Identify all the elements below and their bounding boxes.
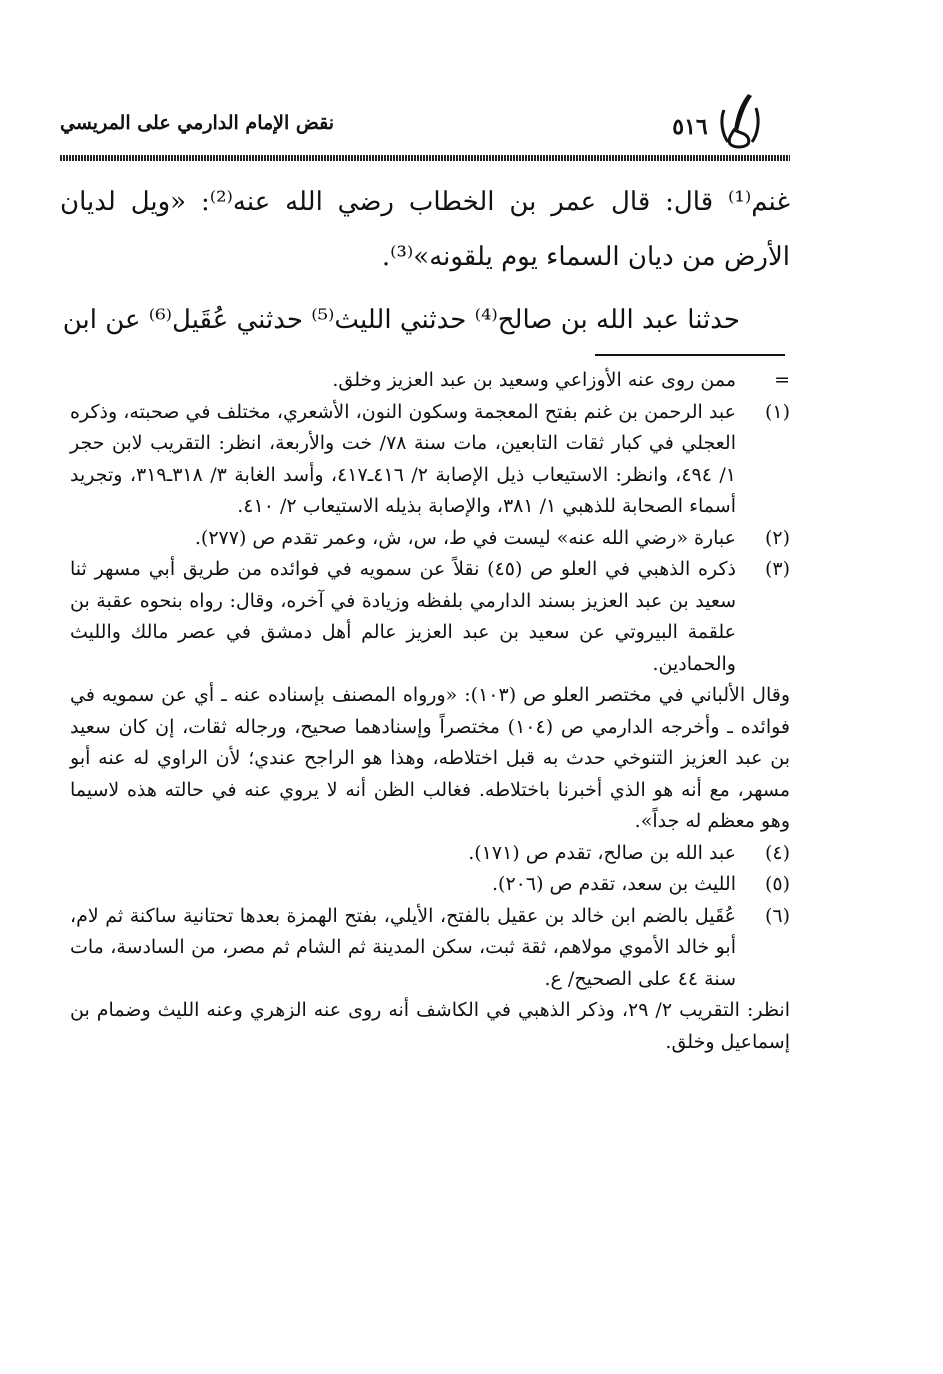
- footnote-text: عبد الرحمن بن غنم بفتح المعجمة وسكون النون، الأشعري، مختلف في صحبته، وذكره العجلي في كبار ثقات التابعين، مات سنة ٧٨/ خت والأربعة، انظر: التقريب لابن حجر ١/ ٤٩٤، وانظر: الاستيعاب ذيل الإصابة ٢/ ٤١٦ـ٤١٧، وأسد الغابة ٣/ ٣١٨ـ٣١٩، وتجريد أسماء الصحابة للذهبي ١/ ٣٨١، والإصابة بذيله الاستيعاب ٢/ ٤١٠.: [70, 400, 736, 517]
- footnote-separator: [595, 354, 785, 356]
- header-rule: [60, 155, 790, 161]
- footnote: [70, 838, 790, 870]
- footnote-text-extra: وقال الألباني في مختصر العلو ص (١٠٣): «ورواه المصنف بإسناده عنه ـ أي عن سمويه في فوائده ـ وأخرجه الدارمي ص (١٠٤) مختصراً وإسنادهما صحيح، ورجاله ثقات، إن كان سعيد بن عبد العزيز التنوخي حدث به قبل اختلاطه، وهذا هو الراجح عندي؛ لأن الراوي له عنه أبو مسهر، مع أنه هو الذي أخبرنا باختلاطه. فغالب الظن أنه لا يروي عنه في حالته هذه لاسيما وهو معظم له جداً».: [70, 684, 791, 832]
- footnote: [70, 523, 790, 555]
- main-text: [60, 175, 790, 348]
- book-title: نقض الإمام الدارمي على المريسي: [60, 112, 335, 134]
- footnote: [70, 554, 790, 680]
- footnote-text: ذكره الذهبي في العلو ص (٤٥) نقلاً عن سمويه في فوائده من طريق أبي مسهر ثنا سعيد بن عبد العزيز بسند الدارمي بلفظه وزيادة في آخره، وقال: رواه بنحوه عقبة بن علقمة البيروتي عن سعيد بن عبد العزيز عالم أهل دمشق في عصر مالك والليث والحمادين.: [70, 558, 736, 675]
- footnote: [70, 869, 790, 901]
- footnote-number: (٤): [764, 841, 790, 864]
- footnote-number: (١): [764, 400, 790, 423]
- footnote-number: (٥): [764, 873, 790, 895]
- footnote: [70, 901, 790, 996]
- main-paragraph: حدثنا عبد الله بن صالح⁽⁴⁾ حدثني الليث⁽⁵⁾ حدثني عُقَيل⁽⁶⁾ عن ابن: [62, 305, 740, 335]
- footnote-number: (٣): [764, 558, 790, 580]
- continuation-marker: =: [774, 369, 790, 391]
- footnote: [70, 397, 790, 523]
- main-paragraph: غنم⁽¹⁾ قال: قال عمر بن الخطاب رضي الله عنه⁽²⁾: «ويل لديان الأرض من ديان السماء يوم يلقونه»⁽³⁾.: [60, 187, 790, 272]
- footnote-number: (٦): [764, 904, 790, 927]
- footnote-text: الليث بن سعد، تقدم ص (٢٠٦).: [492, 873, 736, 895]
- footnotes: [70, 365, 790, 1058]
- footnote-continuation: [70, 365, 790, 397]
- footnote-text: عُقَيل بالضم ابن خالد بن عقيل بالفتح، الأيلي، بفتح الهمزة بعدها تحتانية ساكنة ثم لام، أبو خالد الأموي مولاهم، ثقة ثبت، سكن المدينة ثم الشام ثم مصر، من السادسة، مات سنة ٤٤ على الصحيح/ ع.: [70, 904, 736, 990]
- footnote-text: عبد الله بن صالح، تقدم ص (١٧١).: [468, 841, 736, 864]
- footnote-text: عبارة «رضي الله عنه» ليست في ط، س، ش، وعمر تقدم ص (٢٧٧).: [194, 526, 736, 549]
- page-header: [60, 100, 790, 160]
- page-number: ٥١٦: [672, 114, 708, 140]
- continuation-text: ممن روى عنه الأوزاعي وسعيد بن عبد العزيز وخلق.: [332, 369, 736, 391]
- quill-inkwell-icon: [710, 90, 770, 152]
- footnote-text-extra: انظر: التقريب ٢/ ٢٩، وذكر الذهبي في الكاشف أنه روى عنه الزهري وعنه الليث وضمام بن إسماعيل وخلق.: [70, 999, 790, 1053]
- footnote-number: (٢): [764, 526, 790, 549]
